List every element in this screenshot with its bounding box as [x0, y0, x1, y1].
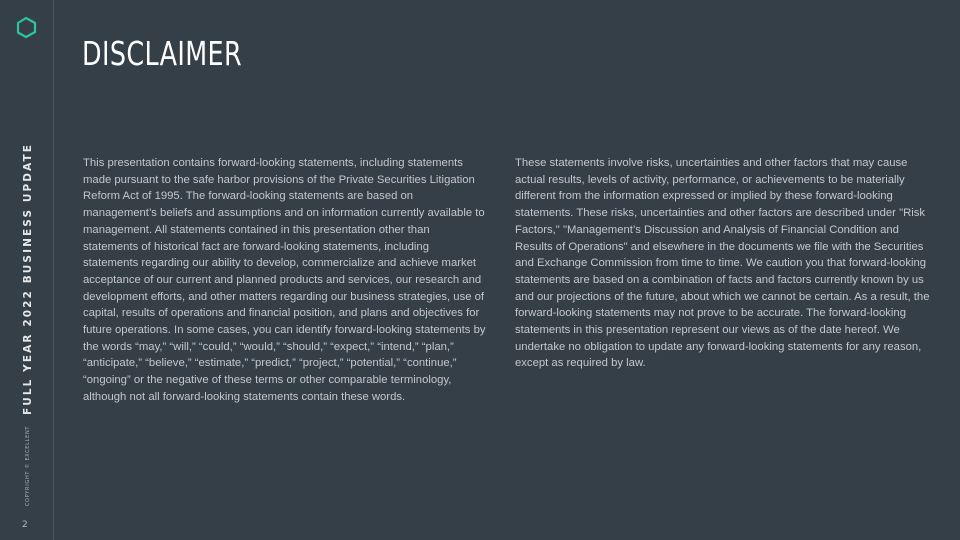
hexagon-logo-icon [14, 16, 38, 40]
page-number: 2 [22, 520, 28, 530]
copyright-notice: COPYRIGHT © EXCELLENT [25, 425, 31, 507]
presentation-title-vertical: FULL YEAR 2022 BUSINESS UPDATE [22, 142, 34, 416]
disclaimer-text-left-column: This presentation contains forward-looking statements, including statements made pursuant to the safe harbor provisions of the Private Securities Litigation Reform Act of 1995. The forward-looking statements are based on management’s beliefs and assumptions and on information currently available to management. All statements contained in this presentation other than statements of historical fact are forward-looking statements, including statements regarding our ability to develop, commercialize and achieve market acceptance of our current and planned products and services, our research and development efforts, and other matters regarding our business strategies, use of capital, results of operations and financial position, and plans and objectives for future operations. In some cases, you can identify forward-looking statements by the words “may,” “will,” “could,” “would,” “should,” “expect,” “intend,” “plan,” “anticipate,” “believe,” “estimate,” “predict,” “project,” “potential,” “continue,” “ongoing” or the negative of these terms or other comparable terminology, although not all forward-looking statements contain these words. [83, 157, 486, 403]
sidebar [0, 0, 54, 540]
page-title: DISCLAIMER [82, 34, 243, 73]
disclaimer-text-right-column: These statements involve risks, uncertainties and other factors that may cause actual results, levels of activity, performance, or achievements to be materially different from the information expressed or implied by these forward-looking statements. These risks, uncertainties and other factors are described under "Risk Factors," "Management’s Discussion and Analysis of Financial Condition and Results of Operations" and elsewhere in the documents we file with the Securities and Exchange Commission from time to time. We caution you that forward-looking statements are based on a combination of facts and factors currently known by us and our projections of the future, about which we cannot be certain. As a result, the forward-looking statements may not prove to be accurate. The forward-looking statements in this presentation represent our views as of the date hereof. We undertake no obligation to update any forward-looking statements for any reason, except as required by law. [515, 157, 930, 370]
